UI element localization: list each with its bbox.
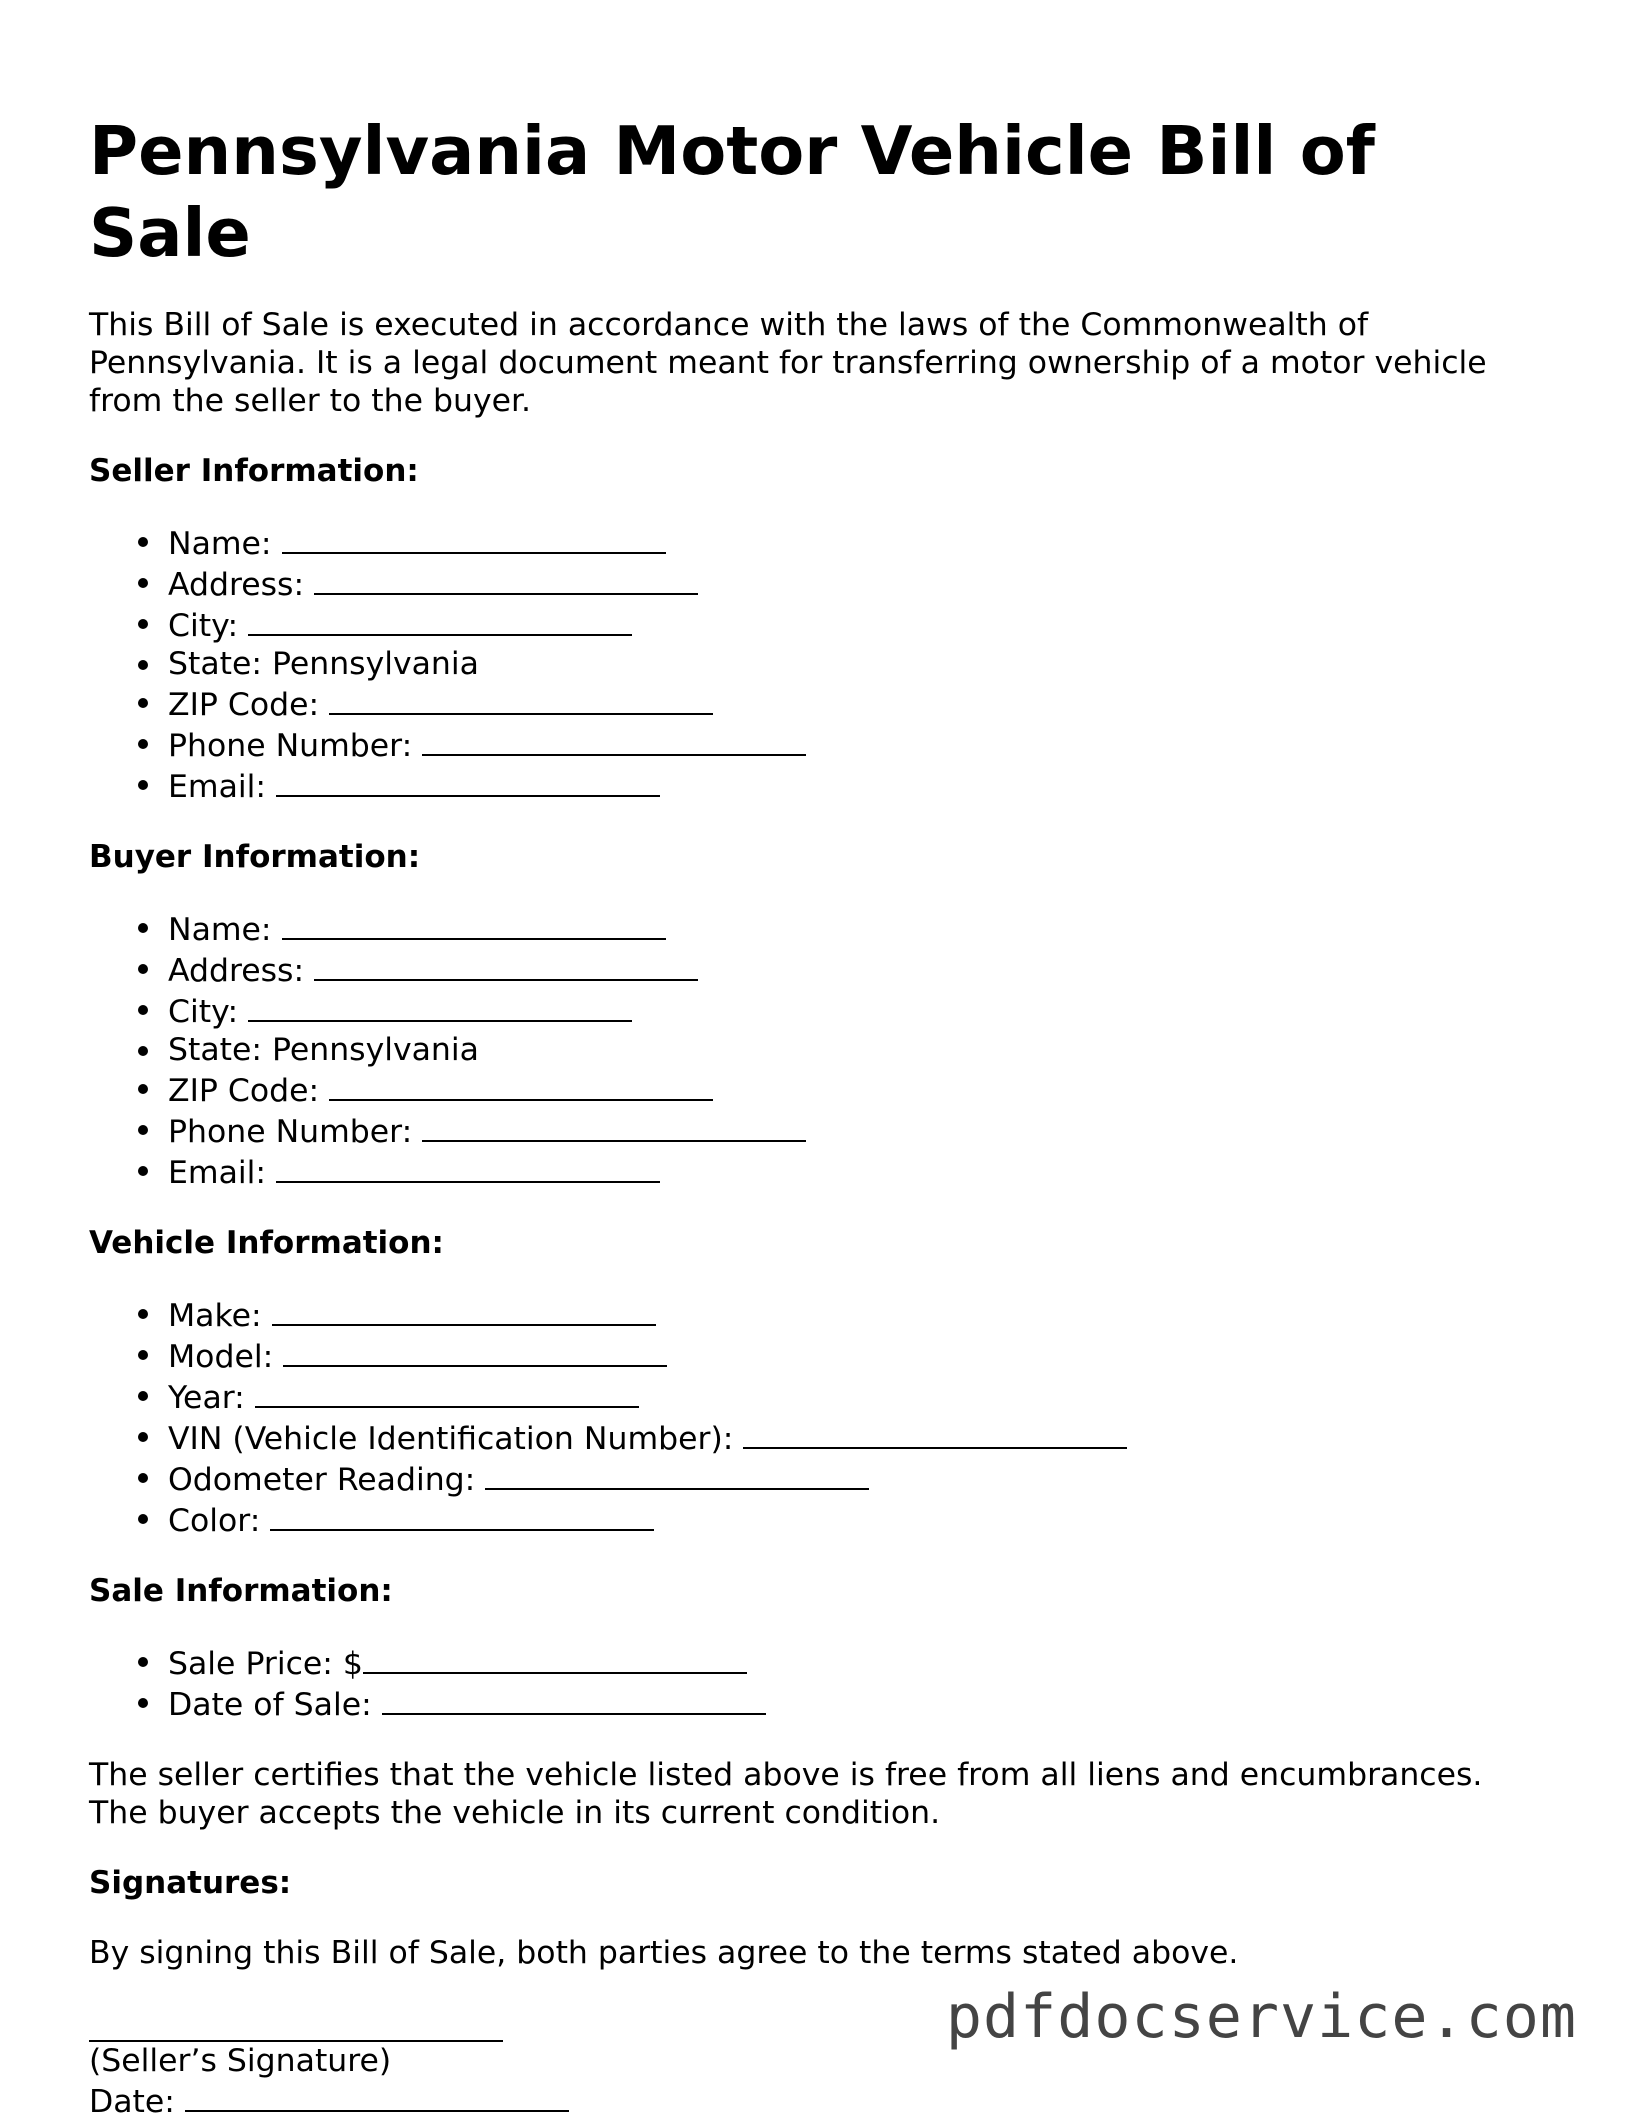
- list-item: [168, 1110, 1549, 1151]
- vehicle-year-field[interactable]: [255, 1376, 639, 1408]
- agreement-paragraph: By signing this Bill of Sale, both parties agree to the terms stated above.: [89, 1935, 1239, 1971]
- vehicle-vin-field[interactable]: [743, 1417, 1127, 1449]
- list-item: [168, 1031, 1549, 1069]
- seller-address-label: Address:: [168, 567, 305, 603]
- list-item: [168, 765, 1549, 806]
- seller-address-field[interactable]: [314, 563, 698, 595]
- vehicle-vin-label: VIN (Vehicle Identification Number):: [168, 1421, 734, 1457]
- list-item: [168, 990, 1549, 1031]
- buyer-state-label: State: Pennsylvania: [168, 1032, 479, 1068]
- signatures-heading: Signatures:: [89, 1865, 292, 1901]
- buyer-name-label: Name:: [168, 912, 272, 948]
- list-item: [168, 522, 1549, 563]
- list-item: [168, 1294, 1549, 1335]
- vehicle-odometer-field[interactable]: [485, 1458, 869, 1490]
- buyer-address-field[interactable]: [314, 949, 698, 981]
- seller-info-list: [89, 522, 1549, 806]
- vehicle-make-label: Make:: [168, 1298, 262, 1334]
- seller-email-field[interactable]: [276, 765, 660, 797]
- sale-date-field[interactable]: [382, 1683, 766, 1715]
- list-item: [168, 1335, 1549, 1376]
- sale-date-label: Date of Sale:: [168, 1687, 372, 1723]
- seller-email-label: Email:: [168, 769, 267, 805]
- vehicle-info-list: [89, 1294, 1549, 1540]
- buyer-email-field[interactable]: [276, 1151, 660, 1183]
- list-item: [168, 908, 1549, 949]
- seller-name-field[interactable]: [282, 522, 666, 554]
- vehicle-odometer-label: Odometer Reading:: [168, 1462, 476, 1498]
- buyer-phone-label: Phone Number:: [168, 1114, 413, 1150]
- list-item: [168, 1376, 1549, 1417]
- seller-state-label: State: Pennsylvania: [168, 646, 479, 682]
- vehicle-model-label: Model:: [168, 1339, 274, 1375]
- seller-zip-field[interactable]: [329, 683, 713, 715]
- signature-date-row: [89, 2080, 1549, 2121]
- seller-signature-field[interactable]: [89, 2004, 503, 2042]
- intro-paragraph: This Bill of Sale is executed in accordance with the laws of the Commonwealth of Pennsylvania. It is a legal document meant for transferring ownership of a motor vehicle from the seller to the buyer.: [89, 307, 1487, 419]
- signature-date-field[interactable]: [185, 2080, 569, 2112]
- signature-date-label: Date:: [89, 2084, 175, 2120]
- seller-city-label: City:: [168, 608, 239, 644]
- vehicle-make-field[interactable]: [272, 1294, 656, 1326]
- vehicle-year-label: Year:: [168, 1380, 245, 1416]
- list-item: [168, 1069, 1549, 1110]
- buyer-name-field[interactable]: [282, 908, 666, 940]
- seller-city-field[interactable]: [248, 604, 632, 636]
- list-item: [168, 1642, 1549, 1683]
- list-item: [168, 683, 1549, 724]
- list-item: [168, 1458, 1549, 1499]
- document-title: Pennsylvania Motor Vehicle Bill of Sale: [89, 112, 1375, 272]
- buyer-city-label: City:: [168, 994, 239, 1030]
- seller-zip-label: ZIP Code:: [168, 687, 320, 723]
- buyer-email-label: Email:: [168, 1155, 267, 1191]
- buyer-zip-field[interactable]: [329, 1069, 713, 1101]
- sale-info-list: [89, 1642, 1549, 1724]
- buyer-city-field[interactable]: [248, 990, 632, 1022]
- vehicle-model-field[interactable]: [283, 1335, 667, 1367]
- buyer-phone-field[interactable]: [422, 1110, 806, 1142]
- vehicle-color-field[interactable]: [270, 1499, 654, 1531]
- buyer-heading: Buyer Information:: [89, 839, 421, 875]
- buyer-address-label: Address:: [168, 953, 305, 989]
- sale-heading: Sale Information:: [89, 1573, 393, 1609]
- buyer-zip-label: ZIP Code:: [168, 1073, 320, 1109]
- seller-signature-label: (Seller’s Signature): [89, 2043, 392, 2079]
- list-item: [168, 604, 1549, 645]
- sale-price-field[interactable]: [363, 1642, 747, 1674]
- seller-phone-field[interactable]: [422, 724, 806, 756]
- document-page: [89, 110, 1549, 2121]
- buyer-info-list: [89, 908, 1549, 1192]
- seller-name-label: Name:: [168, 526, 272, 562]
- list-item: [168, 724, 1549, 765]
- list-item: [168, 1683, 1549, 1724]
- list-item: [168, 949, 1549, 990]
- certification-paragraph: The seller certifies that the vehicle listed above is free from all liens and encumbrances. The buyer accepts the vehicle in its current condition.: [89, 1757, 1483, 1831]
- list-item: [168, 645, 1549, 683]
- sale-price-label: Sale Price: $: [168, 1646, 363, 1682]
- list-item: [168, 563, 1549, 604]
- seller-heading: Seller Information:: [89, 453, 419, 489]
- list-item: [168, 1499, 1549, 1540]
- list-item: [168, 1151, 1549, 1192]
- vehicle-color-label: Color:: [168, 1503, 261, 1539]
- watermark-text: pdfdocservice.com: [945, 1982, 1577, 2052]
- vehicle-heading: Vehicle Information:: [89, 1225, 444, 1261]
- list-item: [168, 1417, 1549, 1458]
- seller-phone-label: Phone Number:: [168, 728, 413, 764]
